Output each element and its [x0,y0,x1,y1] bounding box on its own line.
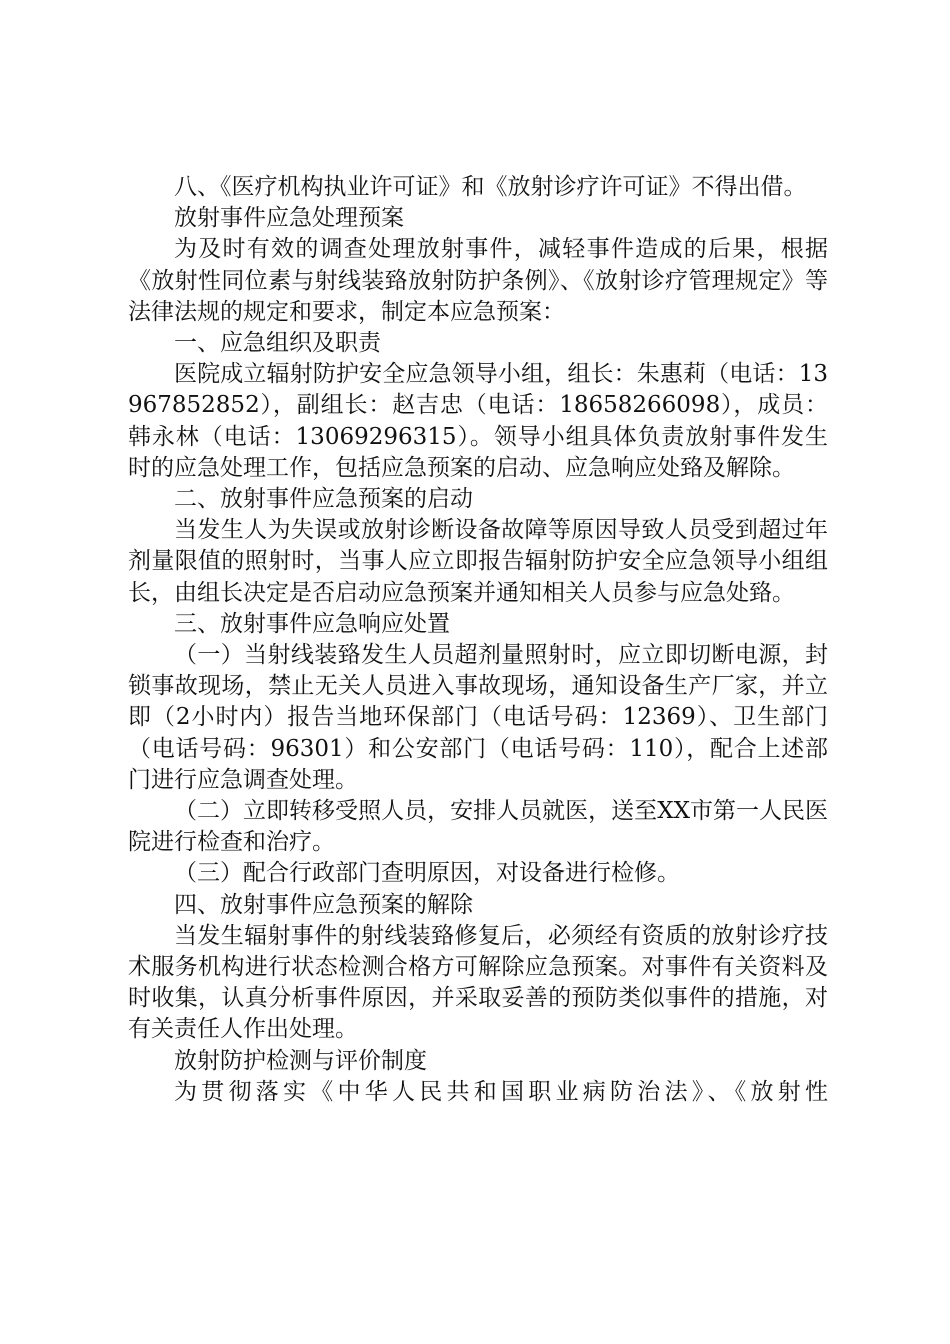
heading-plan-termination: 四、放射事件应急预案的解除 [174,891,473,918]
document-page [128,172,828,1108]
heading-plan-activation: 二、放射事件应急预案的启动 [174,486,473,513]
paragraph-response-step-1: （一）当射线装臵发生人员超剂量照射时，应立即切断电源，封锁事故现场，禁止无关人员进入事故现场，通知设备生产厂家，并立即（2小时内）报告当地环保部门（电话号码：12369）、卫生部门（电话号码：96301）和公安部门（电话号码：110），配合上述部门进行应急调查处理。 [128,642,828,793]
paragraph-activation-procedure: 当发生人为失误或放射诊断设备故障等原因导致人员受到超过年剂量限值的照射时，当事人应立即报告辐射防护安全应急领导小组组长，由组长决定是否启动应急预案并通知相关人员参与应急处臵。 [128,517,828,606]
paragraph-response-step-3: （三）配合行政部门查明原因，对设备进行检修。 [174,860,680,887]
paragraph-leadership-group: 医院成立辐射防护安全应急领导小组，组长：朱惠莉（电话：13967852852），副组长：赵吉忠（电话：18658266098），成员：韩永林（电话：13069296315）。领导小组具体负责放射事件发生时的应急处理工作，包括应急预案的启动、应急响应处臵及解除。 [128,361,828,481]
paragraph-license-no-lending: 八、《医疗机构执业许可证》和《放射诊疗许可证》不得出借。 [174,174,807,200]
paragraph-plan-purpose: 为及时有效的调查处理放射事件，减轻事件造成的后果，根据《放射性同位素与射线装臵放射防护条例》、《放射诊疗管理规定》等法律法规的规定和要求，制定本应急预案： [128,236,828,325]
paragraph-termination-procedure: 当发生辐射事件的射线装臵修复后，必须经有资质的放射诊疗技术服务机构进行状态检测合格方可解除应急预案。对事件有关资料及时收集，认真分析事件原因，并采取妥善的预防类似事件的措施，对有关责任人作出处理。 [128,922,828,1043]
section-title-emergency-plan: 放射事件应急处理预案 [174,205,404,232]
heading-organization-duties: 一、应急组织及职责 [174,330,381,357]
paragraph-response-step-2: （二）立即转移受照人员，安排人员就医，送至XX市第一人民医院进行检查和治疗。 [128,798,828,856]
heading-response-handling: 三、放射事件应急响应处置 [174,610,450,637]
section-title-monitoring-system: 放射防护检测与评价制度 [174,1047,427,1074]
paragraph-monitoring-intro: 为贯彻落实《中华人民共和国职业病防治法》、《放射性 [174,1078,828,1105]
